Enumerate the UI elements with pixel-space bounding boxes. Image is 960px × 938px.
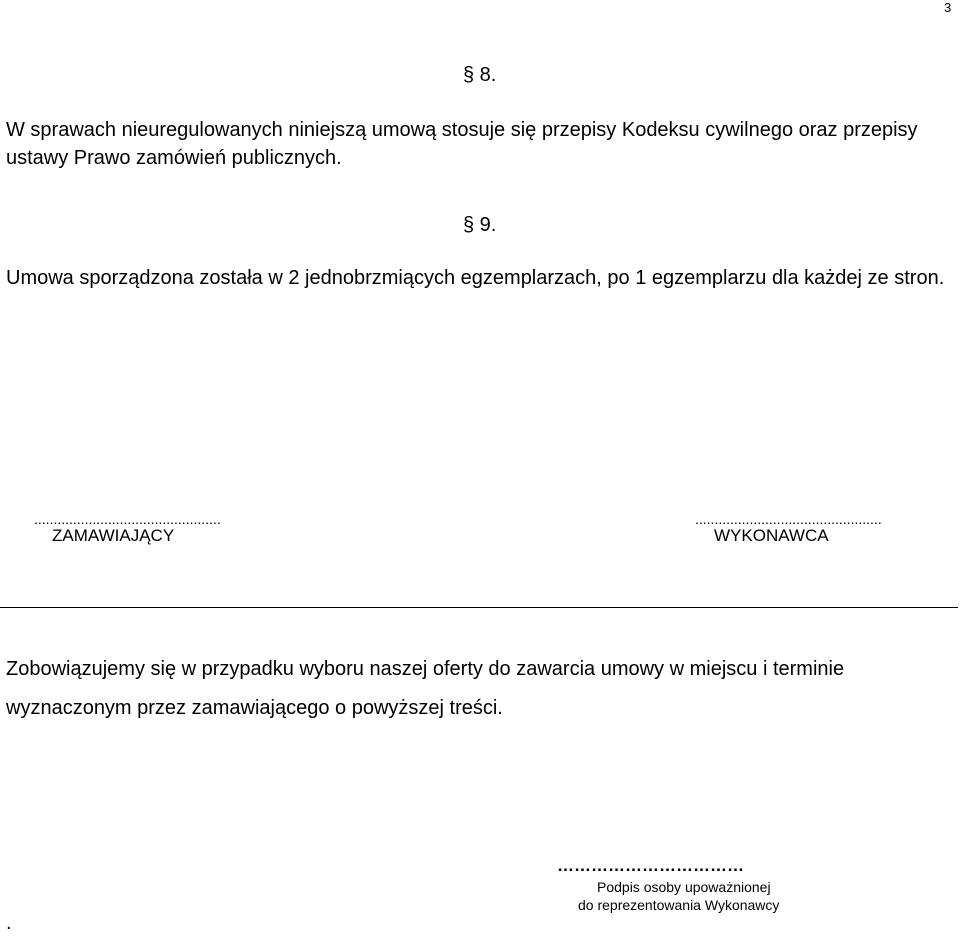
- zamawiajacy-label: ZAMAWIAJĄCY: [52, 526, 175, 545]
- signature-caption-line2: do reprezentowania Wykonawcy: [578, 897, 780, 913]
- wykonawca-label: WYKONAWCA: [714, 526, 829, 545]
- contractor-signature-line: ……………………………: [557, 856, 744, 875]
- stray-dot: .: [6, 912, 12, 934]
- section-9-heading: § 9.: [463, 214, 497, 236]
- section-8-paragraph: W sprawach nieuregulowanych niniejszą umową stosuje się przepisy Kodeksu cywilnego oraz przepisy ustawy Prawo zamówień publicznych.: [6, 119, 918, 169]
- section-8-heading: § 8.: [463, 64, 497, 86]
- wykonawca-signature-line: ................................................: [695, 511, 882, 527]
- zamawiajacy-signature-line: ................................................: [34, 511, 221, 527]
- section-9-paragraph: Umowa sporządzona została w 2 jednobrzmiących egzemplarzach, po 1 egzemplarzu dla każdej ze stron.: [6, 267, 945, 289]
- page-number: 3: [944, 0, 952, 15]
- horizontal-divider: [0, 607, 958, 608]
- commitment-paragraph: Zobowiązujemy się w przypadku wyboru naszej oferty do zawarcia umowy w miejscu i terminie wyznaczonym przez zamawiającego o powyższej treści.: [6, 658, 845, 719]
- signature-caption-line1: Podpis osoby upoważnionej: [597, 879, 771, 895]
